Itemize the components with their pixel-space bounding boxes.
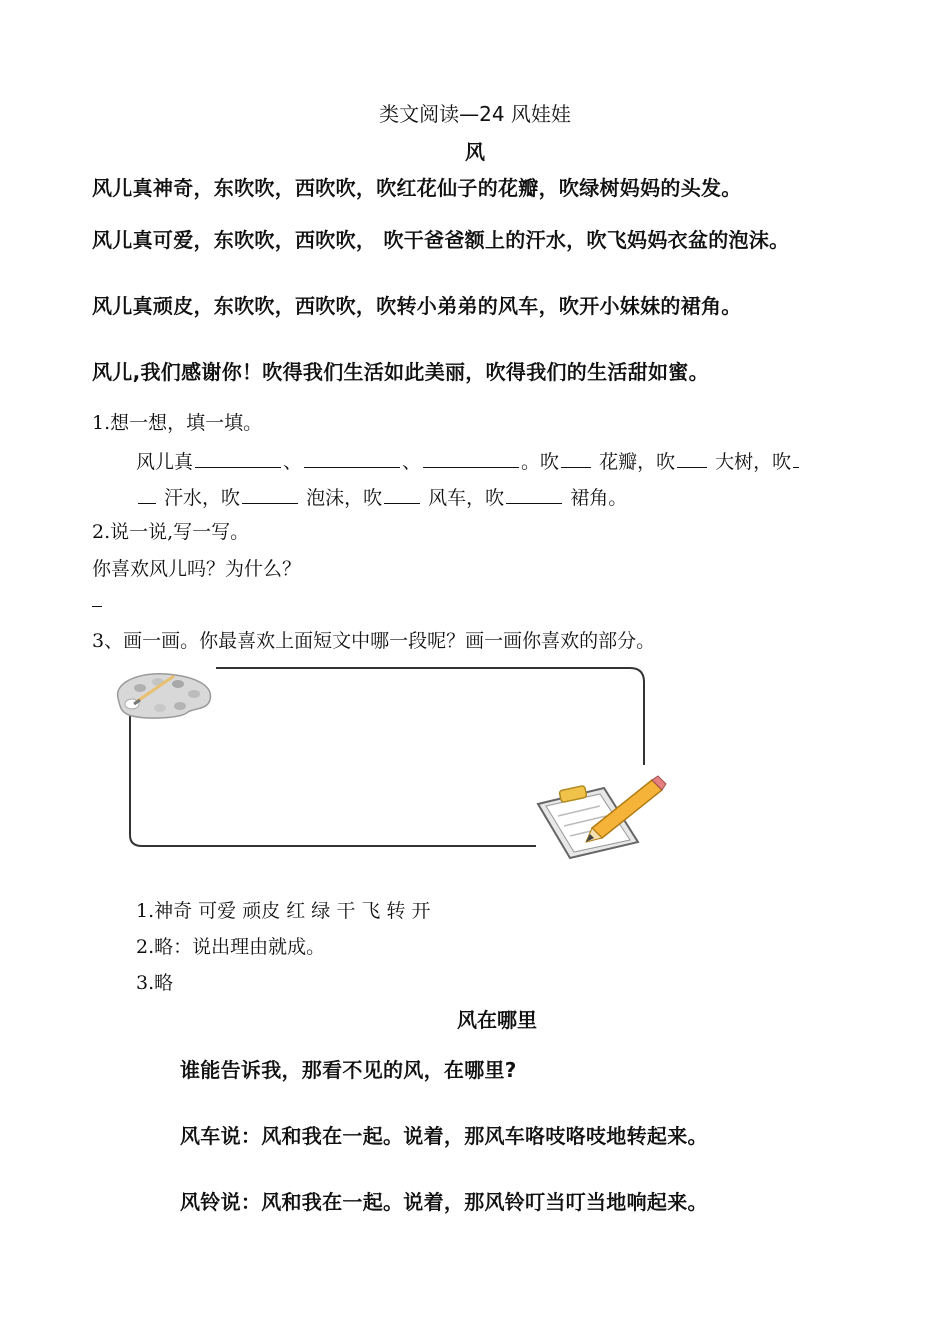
answer-blank[interactable] [677, 466, 707, 468]
paragraph-2: 风儿真可爱，东吹吹，西吹吹， 吹干爸爸额上的汗水，吹飞妈妈衣盆的泡沫。 [92, 228, 790, 252]
answer-blank[interactable] [138, 502, 156, 504]
answer-blank[interactable] [242, 502, 298, 504]
paragraph-3: 风儿真顽皮，东吹吹，西吹吹，吹转小弟弟的风车，吹开小妹妹的裙角。 [92, 294, 742, 318]
question-1-line-2 [136, 483, 627, 510]
question-2-label: 2.说一说,写一写。 [92, 521, 250, 543]
answer-blank[interactable] [384, 502, 420, 504]
question-1-line-1 [136, 447, 801, 474]
section-2-line-2: 风车说：风和我在一起。说着，那风车咯吱咯吱地转起来。 [180, 1124, 708, 1148]
page-title: 类文阅读—24 风娃娃 [379, 102, 571, 126]
answer-line[interactable] [92, 606, 102, 607]
question-2-prompt: 你喜欢风儿吗？为什么？ [92, 558, 302, 580]
palette-icon [110, 670, 220, 722]
q1-text: 汗水，吹 [164, 487, 241, 509]
section-2-line-1: 谁能告诉我，那看不见的风，在哪里? [180, 1058, 517, 1082]
q1-text: 风儿真 [136, 451, 194, 473]
answer-2: 2.略：说出理由就成。 [136, 936, 326, 958]
answer-blank[interactable] [304, 466, 400, 468]
section-2-line-3: 风铃说：风和我在一起。说着，那风铃叮当叮当地响起来。 [180, 1190, 708, 1214]
answer-blank[interactable] [195, 466, 281, 468]
answer-blank[interactable] [423, 466, 519, 468]
question-1-label: 1.想一想，填一填。 [92, 412, 263, 434]
paragraph-4: 风儿,我们感谢你！吹得我们生活如此美丽，吹得我们的生活甜如蜜。 [92, 360, 709, 384]
q1-text: 风车，吹 [428, 487, 505, 509]
q1-text: 、 [402, 451, 422, 473]
paragraph-1: 风儿真神奇，东吹吹，西吹吹，吹红花仙子的花瓣，吹绿树妈妈的头发。 [92, 176, 742, 200]
section-2-title: 风在哪里 [457, 1008, 537, 1032]
q1-text: 、 [283, 451, 303, 473]
q1-text: 泡沫，吹 [306, 487, 383, 509]
answer-blank[interactable] [561, 466, 591, 468]
q1-text: 裙角。 [570, 487, 628, 509]
clipboard-pencil-icon [534, 772, 668, 862]
q1-text: 。吹 [521, 451, 560, 473]
answer-3: 3.略 [136, 972, 174, 994]
answer-blank[interactable] [506, 502, 562, 504]
answer-blank[interactable] [793, 466, 799, 468]
answer-1: 1.神奇 可爱 顽皮 红 绿 干 飞 转 开 [136, 900, 431, 922]
q1-text: 花瓣，吹 [599, 451, 676, 473]
poem-title: 风 [465, 140, 485, 164]
q1-text: 大树，吹 [715, 451, 792, 473]
question-3-label: 3、画一画。你最喜欢上面短文中哪一段呢？画一画你喜欢的部分。 [92, 630, 656, 652]
